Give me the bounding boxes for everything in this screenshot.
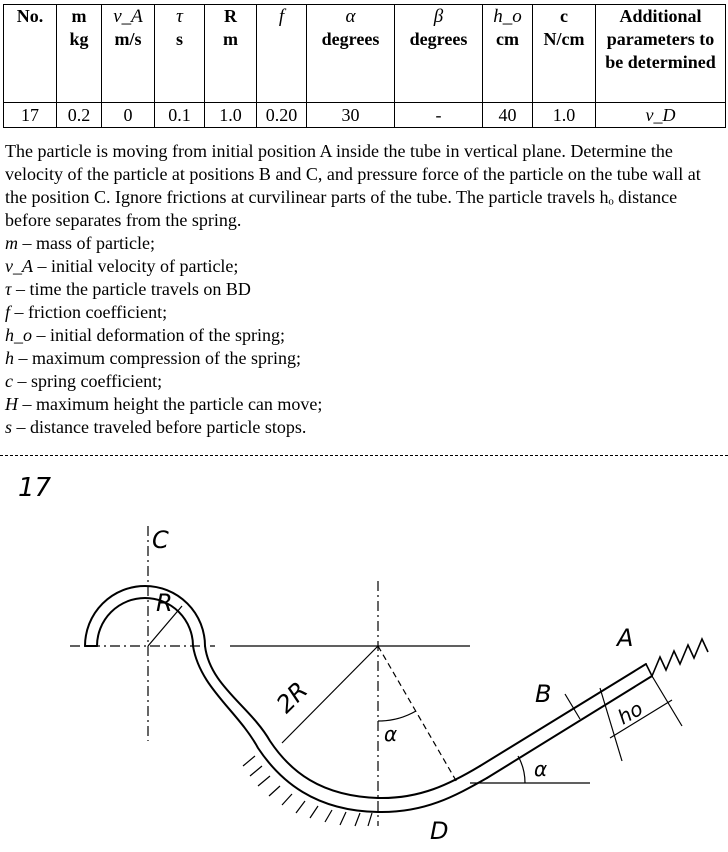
cell-alpha: 30 <box>307 103 395 128</box>
label-2R: 2R <box>270 676 314 719</box>
list-item: h_o – initial deformation of the spring; <box>5 325 285 345</box>
h0-dimension-right <box>652 676 682 726</box>
label-alpha-incline: α <box>534 757 548 781</box>
label-alpha-center: α <box>384 722 398 746</box>
alpha-arc-incline <box>518 756 525 783</box>
header-mass: m kg <box>57 5 102 103</box>
header-radius: R m <box>205 5 257 103</box>
definitions-list <box>5 232 723 439</box>
spring <box>646 639 708 676</box>
header-initial-velocity: v_A m/s <box>102 5 155 103</box>
problem-text <box>5 140 723 439</box>
label-C: C <box>152 526 169 554</box>
mechanics-figure <box>0 455 728 852</box>
list-item: s – distance traveled before particle stops. <box>5 417 307 437</box>
ground-hatching <box>243 756 372 826</box>
cell-radius: 1.0 <box>205 103 257 128</box>
label-B: B <box>535 680 552 708</box>
cell-mass: 0.2 <box>57 103 102 128</box>
header-spring-coefficient: c N/cm <box>533 5 596 103</box>
table-header-row <box>4 5 726 103</box>
list-item: v_A – initial velocity of particle; <box>5 256 239 276</box>
cell-spring-coefficient: 1.0 <box>533 103 596 128</box>
tube-outer-curve <box>205 646 480 798</box>
alpha-ray-line <box>378 646 458 784</box>
cell-additional: v_D <box>596 103 726 128</box>
list-item: c – spring coefficient; <box>5 371 163 391</box>
parameters-table <box>3 4 726 128</box>
list-item: τ – time the particle travels on BD <box>5 279 251 299</box>
list-item: m – mass of particle; <box>5 233 155 253</box>
header-deformation: h_o cm <box>483 5 533 103</box>
label-D: D <box>430 817 449 845</box>
alpha-arc-center <box>378 711 416 721</box>
tube-inner-curve <box>193 646 487 812</box>
list-item: H – maximum height the particle can move; <box>5 394 323 414</box>
upper-arc-inner <box>97 598 193 646</box>
list-item: f – friction coefficient; <box>5 302 168 322</box>
problem-statement: The particle is moving from initial position A inside the tube in vertical plane. Determine the velocity of the particle at positions B and C, and pressure force of the particle on the tube wall at the position C. Ignore frictions at curvilinear parts of the tube. The particle travels hₒ distance before separates from the spring. <box>5 141 701 230</box>
cell-no: 17 <box>4 103 57 128</box>
label-A: A <box>617 624 634 652</box>
header-alpha: α degrees <box>307 5 395 103</box>
cell-beta: - <box>395 103 483 128</box>
header-additional: Additional parameters to be determined <box>596 5 726 103</box>
label-h0: hо <box>613 696 647 730</box>
header-no: No. <box>4 5 57 103</box>
cell-initial-velocity: 0 <box>102 103 155 128</box>
h0-dimension-left <box>600 688 622 761</box>
header-time: τ s <box>155 5 205 103</box>
cell-time: 0.1 <box>155 103 205 128</box>
cell-deformation: 40 <box>483 103 533 128</box>
upper-arc-outer <box>85 586 205 646</box>
table-row <box>4 103 726 128</box>
header-beta: β degrees <box>395 5 483 103</box>
list-item: h – maximum compression of the spring; <box>5 348 301 368</box>
tube-diagram <box>0 456 728 852</box>
cell-friction: 0.20 <box>257 103 307 128</box>
label-R: R <box>156 589 173 617</box>
figure-number: 17 <box>18 473 52 503</box>
header-friction: f <box>257 5 307 103</box>
